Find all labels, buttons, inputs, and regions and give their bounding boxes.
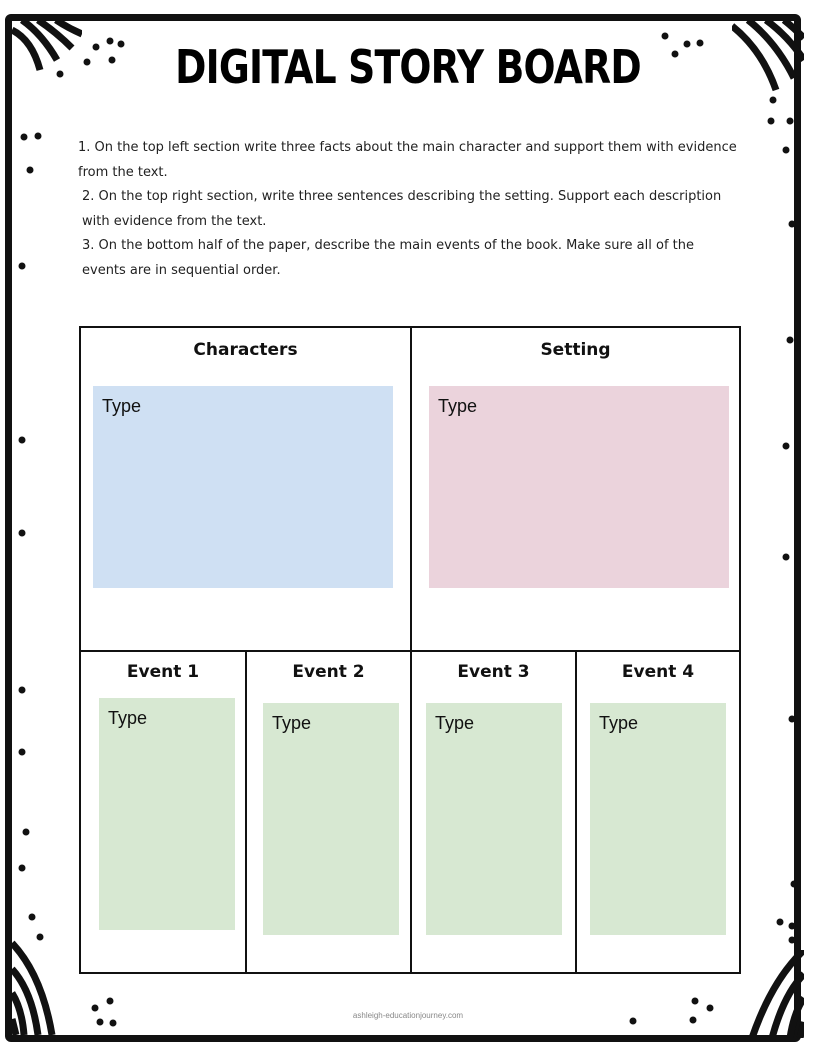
event-3-heading: Event 3 [457,662,530,682]
instruction-3: 3. On the bottom half of the paper, describe the main events of the book. Make sure all of the events are in sequential order. [82,238,694,278]
corner-stripes-top-right [732,20,804,110]
event-4-text-box[interactable]: Type [590,703,726,935]
corner-stripes-top-left [12,20,82,90]
story-board-grid [79,326,741,974]
characters-text-box[interactable]: Type [93,386,393,588]
setting-heading: Setting [540,340,611,360]
footer-url: ashleigh-educationjourney.com [352,1011,464,1020]
divider-vertical-event-3 [575,650,577,972]
event-2-text-box[interactable]: Type [263,703,399,935]
event-4-heading: Event 4 [621,662,695,682]
event-2-heading: Event 2 [292,662,365,682]
divider-vertical-top [410,328,412,652]
instructions [78,136,738,283]
divider-vertical-event-2 [410,650,412,972]
characters-heading: Characters [193,340,298,360]
setting-text-box[interactable]: Type [429,386,729,588]
page-title: DIGITAL STORY BOARD [175,40,641,94]
instruction-1: 1. On the top left section write three facts about the main character and support them with evidence from the text. [78,140,737,180]
instruction-2: 2. On the top right section, write three sentences describing the setting. Support each description with evidence from the text. [82,189,722,229]
event-1-text-box[interactable]: Type [99,698,235,930]
event-3-text-box[interactable]: Type [426,703,562,935]
divider-vertical-event-1 [245,650,247,972]
event-1-heading: Event 1 [126,662,200,682]
